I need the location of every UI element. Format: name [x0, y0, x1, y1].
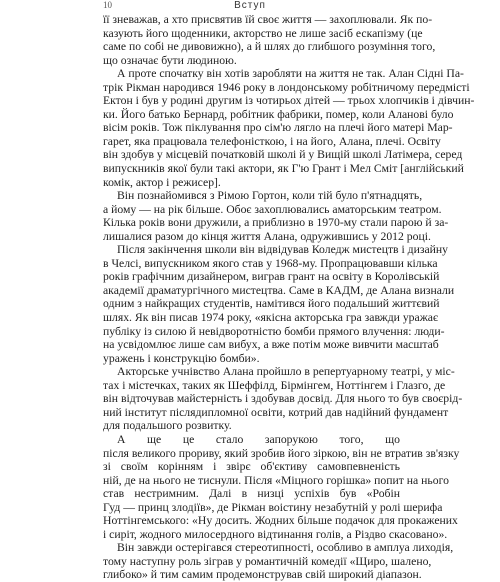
- body-text: [103, 13, 475, 582]
- text-line: гарет, яка працювала телефоністкою, і на його, Алана, плечі. Освіту: [103, 134, 441, 148]
- text-line: казують його щоденники, акторство не лише засіб ескапізму (це: [103, 26, 423, 40]
- text-line: тому наступну роль зіграв у романтичній комедії «Щиро, шалено,: [103, 554, 432, 568]
- text-line: в Челсі, випускником якого став у 1968-му. Пропрацювавши кілька: [103, 256, 438, 270]
- page-header: [0, 0, 500, 14]
- page-number: 10: [103, 0, 112, 10]
- text-line: став нестримним. Далі в низці успіхів був «Робін: [103, 487, 400, 501]
- text-line: А проте спочатку він хотів заробляти на життя не так. Алан Сідні Па-: [117, 67, 464, 81]
- text-line: Акторське учнівство Алана пройшло в репертуарному театрі, у міс-: [117, 365, 455, 379]
- text-line: ній, де на нього не тиснули. Після «Міцного горішка» попит на нього: [103, 473, 449, 487]
- text-line: академії драматургічного мистецтва. Саме в КАДМ, де Алана визнали: [103, 283, 455, 297]
- text-line: Після закінчення школи він відвідував Коледж мистецтв і дизайну: [117, 243, 449, 257]
- text-line: ки. Його батько Бернард, робітник фабрики, помер, коли Аланові було: [103, 107, 454, 121]
- text-line: після великого прориву, який зробив його зіркою, він не втратив зв'язку: [103, 446, 460, 460]
- text-line: трік Рікман народився 1946 року в лондонському робітничому передмісті: [103, 80, 470, 94]
- text-line: Він завжди остерігався стереотипності, особливо в амплуа лиходія,: [117, 541, 454, 555]
- text-line: він здобув у місцевій початковій школі й у Вищій школі Латімера, серед: [103, 148, 463, 162]
- text-line: і сиріт, жодного милосердного відтинання голів, а Різдво скасовано».: [103, 527, 448, 541]
- text-line: лишалися разом до кінця життя Алана, одружившись у 2012 році.: [103, 229, 431, 243]
- text-line: ний інститут післядипломної освіти, котрий дав надійний фундамент: [103, 405, 449, 419]
- text-line: випускників якої були такі актори, як Г'ю Грант і Мел Сміт [англійський: [103, 162, 464, 176]
- text-line: років графічним дизайнером, виграв грант на освіту в Королівській: [103, 270, 440, 284]
- text-line: саме по собі не дивовижно), а й шлях до глибшого розуміння того,: [103, 40, 436, 54]
- text-line: одним з найкращих студентів, намітився його подальший життєвий: [103, 297, 440, 311]
- text-line: глибоко» й тим самим продемонстрував свій широкий діапазон.: [103, 568, 422, 582]
- text-line: публіку із силою й невідворотністю бомби прямого влучення: люди-: [103, 324, 445, 338]
- text-line: Кілька років вони дружили, а приблизно в 1970-му стали парою й за-: [103, 216, 449, 230]
- text-line: для подальшого розвитку.: [103, 419, 232, 433]
- text-line: уражень і конструкцію бомби».: [103, 351, 260, 365]
- text-line: а йому — на рік більше. Обоє захоплювались аматорським театром.: [103, 202, 442, 216]
- text-line: Він познайомився з Рімою Гортон, коли тій було п'ятнадцять,: [117, 189, 423, 203]
- text-line: її зневажав, а хто присвятив їй своє життя — захоплювали. Як по-: [103, 13, 433, 26]
- text-line: комік, актор і режисер].: [103, 175, 221, 189]
- text-line: Ноттінгемського: «Ну досить. Жодних більше подачок для прокажених: [103, 514, 458, 528]
- text-line: зі своїм корінням і звірє об'єктиву самовпевненість: [103, 460, 400, 474]
- text-line: шлях. Як він писав 1974 року, «якісна акторська гра завжди уражає: [103, 311, 438, 325]
- section-title: Вступ: [234, 0, 266, 11]
- text-line: Гуд — принц злодіїв», де Рікман воістину незабутній у ролі шерифа: [103, 500, 443, 514]
- text-line: тах і містечках, таких як Шеффілд, Бірмінгем, Ноттінгем і Глазго, де: [103, 378, 446, 392]
- text-line: А ще це стало запорукою того, що: [117, 432, 400, 446]
- text-line: на усвідомлює лише сам вибух, а вже потім може вивчити масштаб: [103, 338, 439, 352]
- text-line: що означає бути людиною.: [103, 53, 237, 67]
- text-line: він відточував майстерність і здобував досвід. Для нього то був своєрід-: [103, 392, 463, 406]
- text-line: Ектон і був у родині другим із чотирьох дітей — трьох хлопчиків і дівчин-: [103, 94, 475, 108]
- text-line: вісім років. Тож піклування про сім'ю лягло на плечі його матері Мар-: [103, 121, 453, 135]
